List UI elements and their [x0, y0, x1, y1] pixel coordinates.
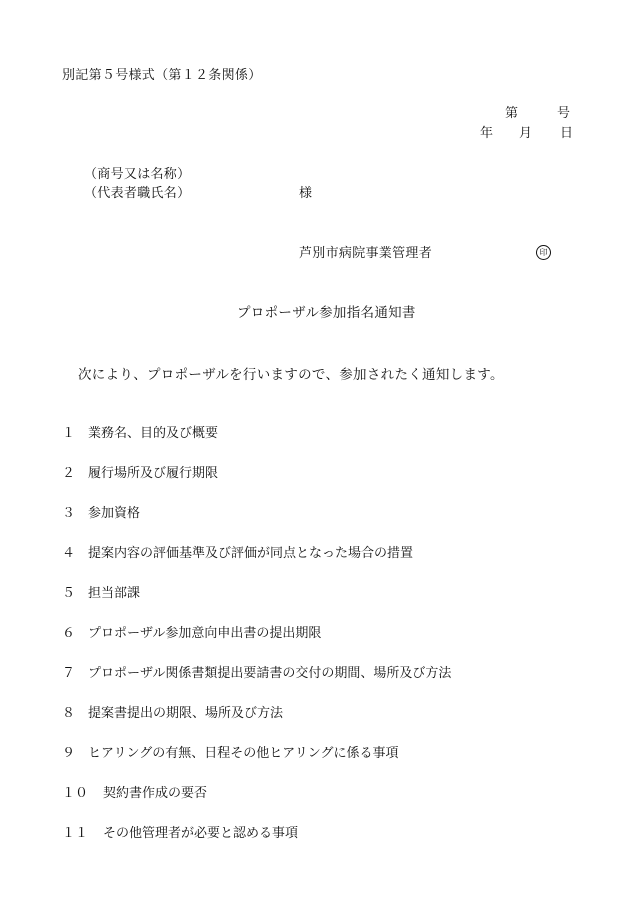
list-item-label: プロポーザル関係書類提出要請書の交付の期間、場所及び方法: [88, 666, 452, 681]
list-item-number: １１: [62, 826, 89, 841]
list-item-number: ９: [62, 746, 76, 761]
list-item-number: ５: [62, 586, 76, 601]
document-number-prefix: 第: [505, 106, 519, 121]
document-number-suffix: 号: [557, 106, 571, 121]
date-month-label: 月: [519, 126, 533, 141]
seal-icon: 印: [536, 245, 551, 260]
date-year-label: 年: [480, 126, 494, 141]
list-item-number: ８: [62, 706, 76, 721]
date-day-label: 日: [560, 126, 574, 141]
list-item-number: ３: [62, 506, 76, 521]
form-label: 別記第５号様式（第１２条関係）: [62, 68, 262, 83]
list-item-label: 参加資格: [88, 506, 141, 521]
list-item-label: 提案内容の評価基準及び評価が同点となった場合の措置: [88, 546, 414, 561]
document-title: プロポーザル参加指名通知書: [237, 305, 416, 321]
list-item-number: ６: [62, 626, 76, 641]
list-item-label: プロポーザル参加意向申出書の提出期限: [88, 626, 322, 641]
addressee-honorific: 様: [299, 186, 313, 201]
list-item-number: ２: [62, 466, 76, 481]
list-item-label: その他管理者が必要と認める事項: [103, 826, 299, 841]
list-item-label: 提案書提出の期限、場所及び方法: [88, 706, 284, 721]
list-item-number: １０: [62, 786, 89, 801]
intro-paragraph: 次により、プロポーザルを行いますので、参加されたく通知します。: [78, 367, 504, 383]
sender-name: 芦別市病院事業管理者: [299, 246, 433, 261]
list-item-label: 担当部課: [88, 586, 141, 601]
list-item-label: 契約書作成の要否: [103, 786, 208, 801]
list-item-label: 業務名、目的及び概要: [88, 426, 219, 441]
list-item-number: ４: [62, 546, 76, 561]
addressee-company-label: （商号又は名称）: [84, 167, 191, 182]
list-item-number: ７: [62, 666, 76, 681]
list-item-number: １: [62, 426, 76, 441]
list-item-label: ヒアリングの有無、日程その他ヒアリングに係る事項: [88, 746, 399, 761]
addressee-representative-label: （代表者職氏名）: [84, 186, 191, 201]
list-item-label: 履行場所及び履行期限: [88, 466, 219, 481]
